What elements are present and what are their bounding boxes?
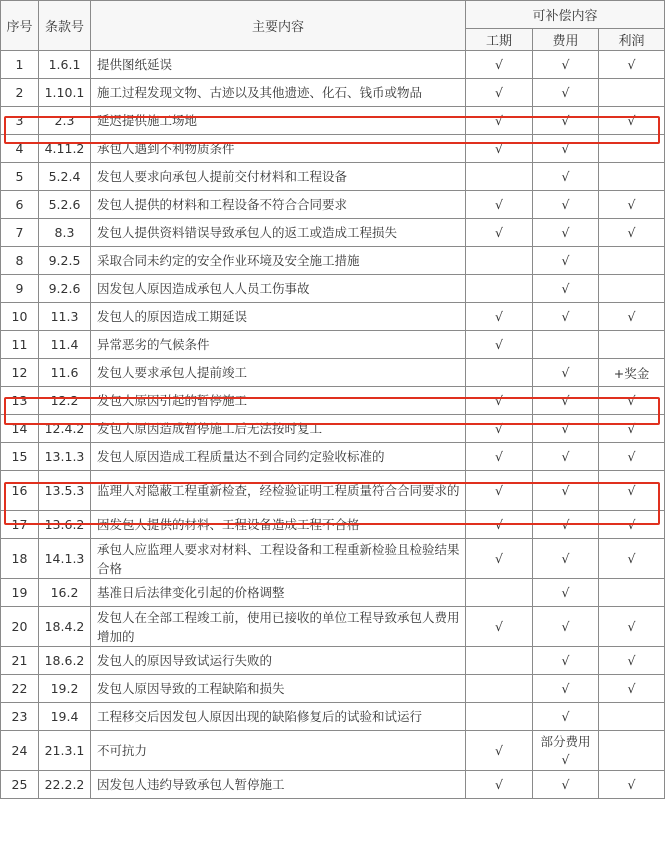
row-profit: √	[599, 607, 665, 647]
row-period	[466, 275, 533, 303]
row-cost: √	[533, 303, 599, 331]
row-period	[466, 647, 533, 675]
row-profit: √	[599, 539, 665, 579]
row-content: 发包人提供资料错误导致承包人的返工或造成工程损失	[91, 219, 466, 247]
row-profit: +奖金	[599, 359, 665, 387]
row-profit: √	[599, 511, 665, 539]
row-profit: √	[599, 387, 665, 415]
row-clause: 9.2.5	[39, 247, 91, 275]
row-clause: 5.2.4	[39, 163, 91, 191]
row-cost: √	[533, 387, 599, 415]
row-seq: 8	[1, 247, 39, 275]
row-cost: √	[533, 275, 599, 303]
row-clause: 1.10.1	[39, 79, 91, 107]
row-content: 承包人应监理人要求对材料、工程设备和工程重新检验且检验结果合格	[91, 539, 466, 579]
row-cost: √	[533, 247, 599, 275]
row-cost: √	[533, 219, 599, 247]
table-row	[1, 415, 665, 443]
row-profit	[599, 135, 665, 163]
row-clause: 1.6.1	[39, 51, 91, 79]
row-period: √	[466, 387, 533, 415]
row-seq: 16	[1, 471, 39, 511]
row-clause: 2.3	[39, 107, 91, 135]
row-cost: √	[533, 415, 599, 443]
row-profit: √	[599, 191, 665, 219]
row-clause: 19.2	[39, 675, 91, 703]
row-clause: 9.2.6	[39, 275, 91, 303]
row-cost: √	[533, 703, 599, 731]
row-profit	[599, 579, 665, 607]
row-cost: √	[533, 191, 599, 219]
row-period: √	[466, 607, 533, 647]
row-seq: 18	[1, 539, 39, 579]
table-row	[1, 771, 665, 799]
row-period: √	[466, 107, 533, 135]
row-cost: √	[533, 79, 599, 107]
row-period: √	[466, 79, 533, 107]
row-cost: √	[533, 771, 599, 799]
table-row	[1, 163, 665, 191]
table-row	[1, 579, 665, 607]
row-seq: 7	[1, 219, 39, 247]
row-cost: √	[533, 675, 599, 703]
row-period: √	[466, 771, 533, 799]
table-row	[1, 219, 665, 247]
row-clause: 19.4	[39, 703, 91, 731]
row-cost: √	[533, 51, 599, 79]
row-seq: 19	[1, 579, 39, 607]
table-row	[1, 731, 665, 771]
row-seq: 4	[1, 135, 39, 163]
header-period: 工期	[466, 29, 533, 51]
row-clause: 4.11.2	[39, 135, 91, 163]
row-content: 发包人的原因造成工期延误	[91, 303, 466, 331]
row-content: 因发包人违约导致承包人暂停施工	[91, 771, 466, 799]
row-clause: 11.4	[39, 331, 91, 359]
row-cost: √	[533, 607, 599, 647]
row-period: √	[466, 51, 533, 79]
row-profit: √	[599, 771, 665, 799]
table-row	[1, 247, 665, 275]
row-content: 承包人遇到不利物质条件	[91, 135, 466, 163]
row-seq: 21	[1, 647, 39, 675]
table-row	[1, 135, 665, 163]
row-seq: 9	[1, 275, 39, 303]
table-row	[1, 675, 665, 703]
row-cost: √	[533, 647, 599, 675]
row-clause: 12.2	[39, 387, 91, 415]
row-seq: 13	[1, 387, 39, 415]
row-content: 发包人的原因导致试运行失败的	[91, 647, 466, 675]
table-row	[1, 191, 665, 219]
row-period	[466, 359, 533, 387]
row-seq: 6	[1, 191, 39, 219]
table-row	[1, 79, 665, 107]
table-row	[1, 331, 665, 359]
row-content: 发包人在全部工程竣工前，使用已接收的单位工程导致承包人费用增加的	[91, 607, 466, 647]
row-seq: 22	[1, 675, 39, 703]
row-period	[466, 163, 533, 191]
row-cost: √	[533, 135, 599, 163]
header-clause: 条款号	[39, 1, 91, 51]
row-content: 采取合同未约定的安全作业环境及安全施工措施	[91, 247, 466, 275]
row-clause: 18.4.2	[39, 607, 91, 647]
row-seq: 2	[1, 79, 39, 107]
row-cost	[533, 331, 599, 359]
row-profit: √	[599, 443, 665, 471]
header-compensable: 可补偿内容	[466, 1, 665, 29]
row-period: √	[466, 331, 533, 359]
table-row	[1, 303, 665, 331]
row-content: 工程移交后因发包人原因出现的缺陷修复后的试验和试运行	[91, 703, 466, 731]
row-clause: 11.3	[39, 303, 91, 331]
row-profit: √	[599, 675, 665, 703]
row-seq: 20	[1, 607, 39, 647]
row-cost: √	[533, 539, 599, 579]
row-profit	[599, 247, 665, 275]
row-seq: 24	[1, 731, 39, 771]
row-content: 异常恶劣的气候条件	[91, 331, 466, 359]
row-profit: √	[599, 303, 665, 331]
row-profit: √	[599, 51, 665, 79]
row-period: √	[466, 135, 533, 163]
row-profit	[599, 163, 665, 191]
table-row	[1, 51, 665, 79]
table-row	[1, 539, 665, 579]
table-body	[1, 51, 665, 799]
row-seq: 17	[1, 511, 39, 539]
row-period: √	[466, 303, 533, 331]
row-clause: 13.6.2	[39, 511, 91, 539]
row-seq: 11	[1, 331, 39, 359]
row-profit	[599, 703, 665, 731]
row-clause: 13.5.3	[39, 471, 91, 511]
row-content: 施工过程发现文物、古迹以及其他遗迹、化石、钱币或物品	[91, 79, 466, 107]
row-period	[466, 703, 533, 731]
row-cost: √	[533, 471, 599, 511]
row-content: 发包人原因引起的暂停施工	[91, 387, 466, 415]
row-content: 发包人提供的材料和工程设备不符合合同要求	[91, 191, 466, 219]
row-clause: 5.2.6	[39, 191, 91, 219]
row-profit	[599, 275, 665, 303]
header-seq: 序号	[1, 1, 39, 51]
row-period: √	[466, 219, 533, 247]
row-clause: 16.2	[39, 579, 91, 607]
header-profit: 利润	[599, 29, 665, 51]
row-profit: √	[599, 471, 665, 511]
row-cost: √	[533, 163, 599, 191]
row-seq: 10	[1, 303, 39, 331]
row-cost: √	[533, 359, 599, 387]
row-content: 延迟提供施工场地	[91, 107, 466, 135]
row-profit	[599, 731, 665, 771]
header-content: 主要内容	[91, 1, 466, 51]
header-cost: 费用	[533, 29, 599, 51]
row-period	[466, 579, 533, 607]
row-seq: 25	[1, 771, 39, 799]
row-cost: 部分费用 √	[533, 731, 599, 771]
table-row	[1, 443, 665, 471]
table-row	[1, 387, 665, 415]
row-clause: 12.4.2	[39, 415, 91, 443]
row-seq: 1	[1, 51, 39, 79]
row-period: √	[466, 471, 533, 511]
row-profit: √	[599, 107, 665, 135]
row-content: 发包人要求向承包人提前交付材料和工程设备	[91, 163, 466, 191]
table-row	[1, 647, 665, 675]
table-row	[1, 607, 665, 647]
row-clause: 14.1.3	[39, 539, 91, 579]
row-cost: √	[533, 511, 599, 539]
table-row	[1, 107, 665, 135]
row-seq: 15	[1, 443, 39, 471]
row-clause: 21.3.1	[39, 731, 91, 771]
row-profit	[599, 79, 665, 107]
row-seq: 3	[1, 107, 39, 135]
row-cost: √	[533, 579, 599, 607]
row-cost: √	[533, 443, 599, 471]
row-cost: √	[533, 107, 599, 135]
table-row	[1, 471, 665, 511]
row-period: √	[466, 731, 533, 771]
row-seq: 14	[1, 415, 39, 443]
row-content: 因发包人原因造成承包人人员工伤事故	[91, 275, 466, 303]
row-period	[466, 247, 533, 275]
row-seq: 12	[1, 359, 39, 387]
row-period: √	[466, 443, 533, 471]
row-content: 发包人原因造成工程质量达不到合同约定验收标准的	[91, 443, 466, 471]
table-row	[1, 511, 665, 539]
row-profit: √	[599, 415, 665, 443]
row-period: √	[466, 511, 533, 539]
row-content: 因发包人提供的材料、工程设备造成工程不合格	[91, 511, 466, 539]
row-period	[466, 675, 533, 703]
row-content: 监理人对隐蔽工程重新检查，经检验证明工程质量符合合同要求的	[91, 471, 466, 511]
row-profit	[599, 331, 665, 359]
row-content: 发包人原因造成暂停施工后无法按时复工	[91, 415, 466, 443]
row-profit: √	[599, 219, 665, 247]
row-period: √	[466, 415, 533, 443]
row-clause: 18.6.2	[39, 647, 91, 675]
row-clause: 8.3	[39, 219, 91, 247]
row-clause: 13.1.3	[39, 443, 91, 471]
row-content: 发包人要求承包人提前竣工	[91, 359, 466, 387]
row-period: √	[466, 191, 533, 219]
row-clause: 22.2.2	[39, 771, 91, 799]
row-content: 不可抗力	[91, 731, 466, 771]
row-content: 提供图纸延误	[91, 51, 466, 79]
row-seq: 23	[1, 703, 39, 731]
row-seq: 5	[1, 163, 39, 191]
row-content: 发包人原因导致的工程缺陷和损失	[91, 675, 466, 703]
row-profit: √	[599, 647, 665, 675]
row-content: 基准日后法律变化引起的价格调整	[91, 579, 466, 607]
table-row	[1, 275, 665, 303]
table-row	[1, 359, 665, 387]
table-row	[1, 703, 665, 731]
row-clause: 11.6	[39, 359, 91, 387]
row-period: √	[466, 539, 533, 579]
